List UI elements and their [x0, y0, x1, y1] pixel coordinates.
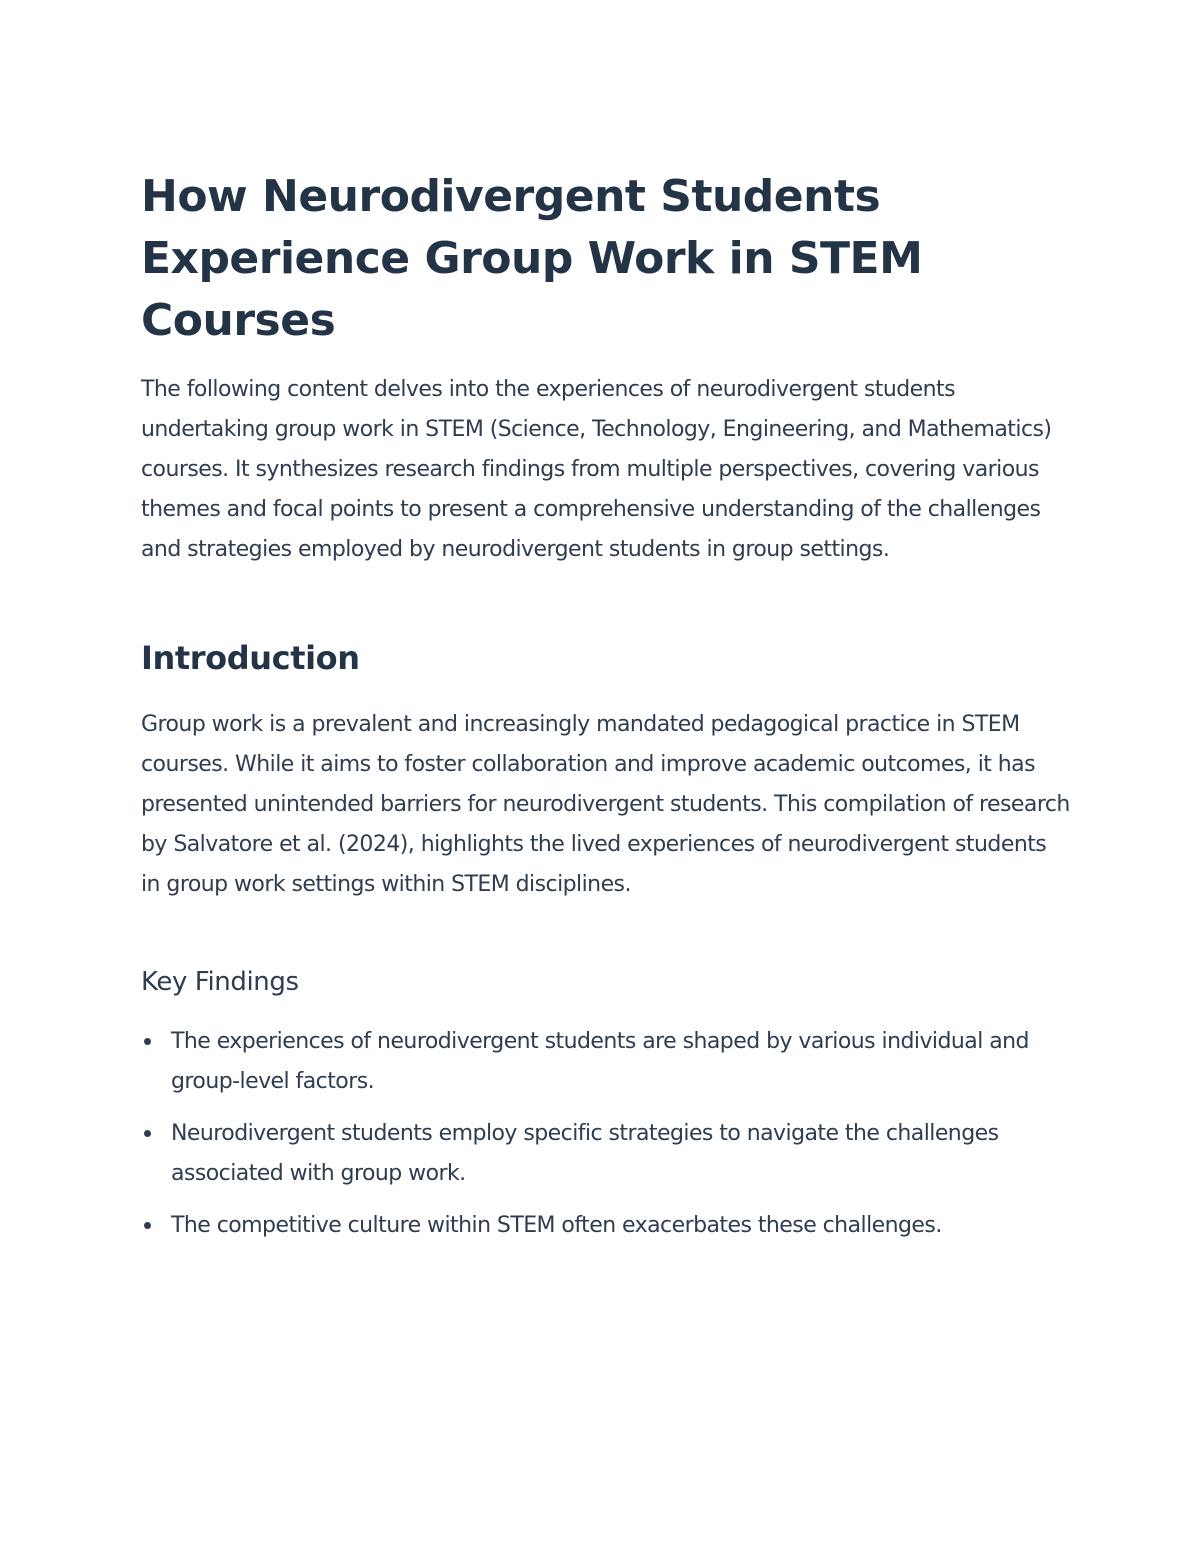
- key-findings-list: [141, 1022, 1041, 1258]
- introduction-heading: Introduction: [141, 639, 360, 677]
- list-item: [141, 1022, 1041, 1102]
- list-item-text: The competitive culture within STEM often exacerbates these challenges.: [171, 1213, 942, 1238]
- document-title: How Neurodivergent Students Experience Group Work in STEM Courses: [141, 171, 923, 346]
- list-item-text: The experiences of neurodivergent students are shaped by various individual and group-level factors.: [171, 1029, 1029, 1094]
- bullet-icon: [144, 1130, 151, 1137]
- list-item: [141, 1114, 1041, 1194]
- key-findings-heading: Key Findings: [141, 967, 299, 997]
- bullet-icon: [144, 1222, 151, 1229]
- introduction-paragraph: Group work is a prevalent and increasingly mandated pedagogical practice in STEM courses. While it aims to foster collaboration and improve academic outcomes, it has presented unintended barriers for neurodivergent students. This compilation of research by Salvatore et al. (2024), highlights the lived experiences of neurodivergent students in group work settings within STEM disciplines.: [141, 712, 1070, 897]
- bullet-icon: [144, 1038, 151, 1045]
- intro-paragraph: The following content delves into the experiences of neurodivergent students undertaking group work in STEM (Science, Technology, Engineering, and Mathematics) courses. It synthesizes research findings from multiple perspectives, covering various themes and focal points to present a comprehensive understanding of the challenges and strategies employed by neurodivergent students in group settings.: [141, 377, 1052, 562]
- list-item: [141, 1206, 1041, 1246]
- list-item-text: Neurodivergent students employ specific strategies to navigate the challenges associated with group work.: [171, 1121, 999, 1186]
